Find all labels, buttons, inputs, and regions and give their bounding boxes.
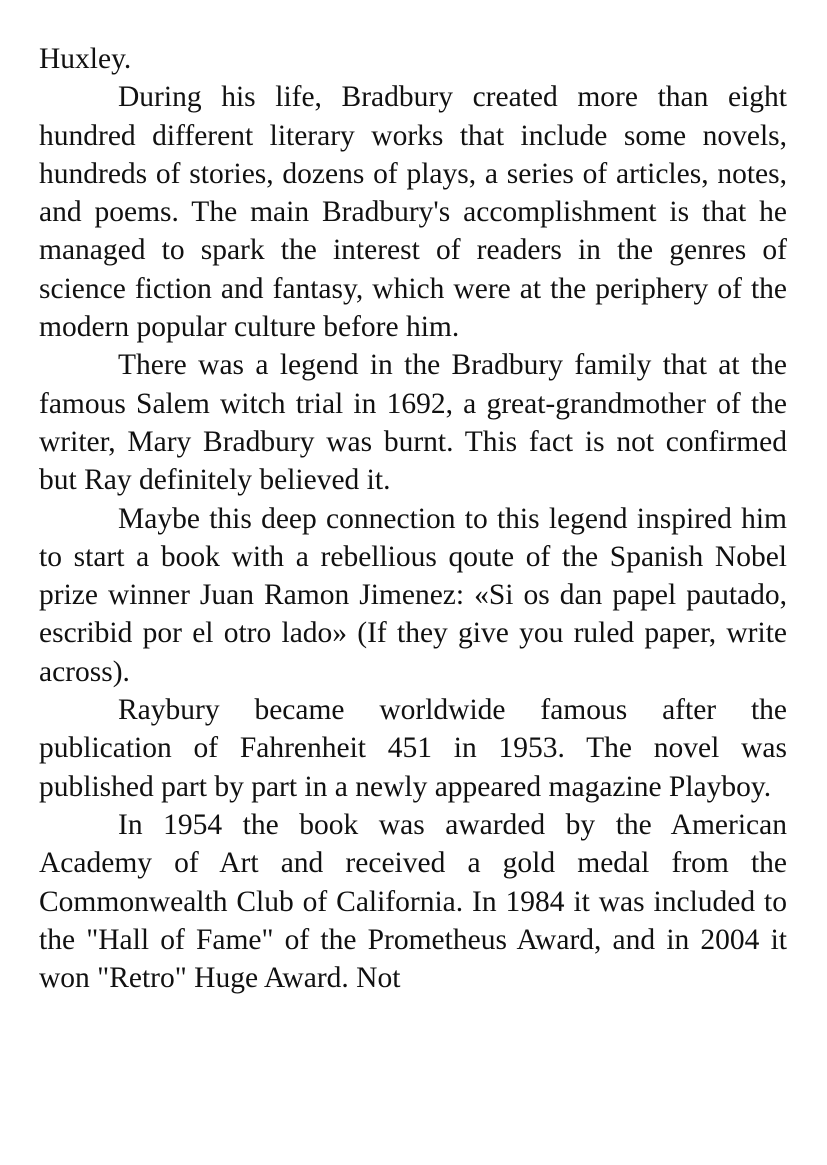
paragraph-awards: In 1954 the book was awarded by the American Academy of Art and received a gold medal from the Commonwealth Club of California. In 1984 it was included to the "Hall of Fame" of the Prometheus Award, and in 2004 it won "Retro" Huge Award. Not (39, 808, 787, 995)
paragraph-fahrenheit-publication: Raybury became worldwide famous after the publication of Fahrenheit 451 in 1953. The novel was published part by part in a newly appeared magazine Playboy. (39, 694, 787, 803)
paragraph-jimenez-quote: Maybe this deep connection to this legend inspired him to start a book with a rebellious qoute of the Spanish Nobel prize winner Juan Ramon Jimenez: «Si os dan papel pautado, escribid por el otro lado» (If they give you ruled paper, write across). (39, 502, 787, 688)
paragraph-salem-legend: There was a legend in the Bradbury family that at the famous Salem witch trial in 1692, a great-grandmother of the writer, Mary Bradbury was burnt. This fact is not confirmed but Ray definitely believed it. (39, 349, 787, 497)
document-page (39, 40, 787, 997)
paragraph-continuation: Huxley. (39, 43, 132, 75)
paragraph-bradbury-works: During his life, Bradbury created more than eight hundred different literary works that include some novels, hundreds of stories, dozens of plays, a series of articles, notes, and poems. The main Bradbury's accomplishment is that he managed to spark the interest of readers in the genres of science fiction and fantasy, which were at the periphery of the modern popular culture before him. (39, 81, 787, 344)
